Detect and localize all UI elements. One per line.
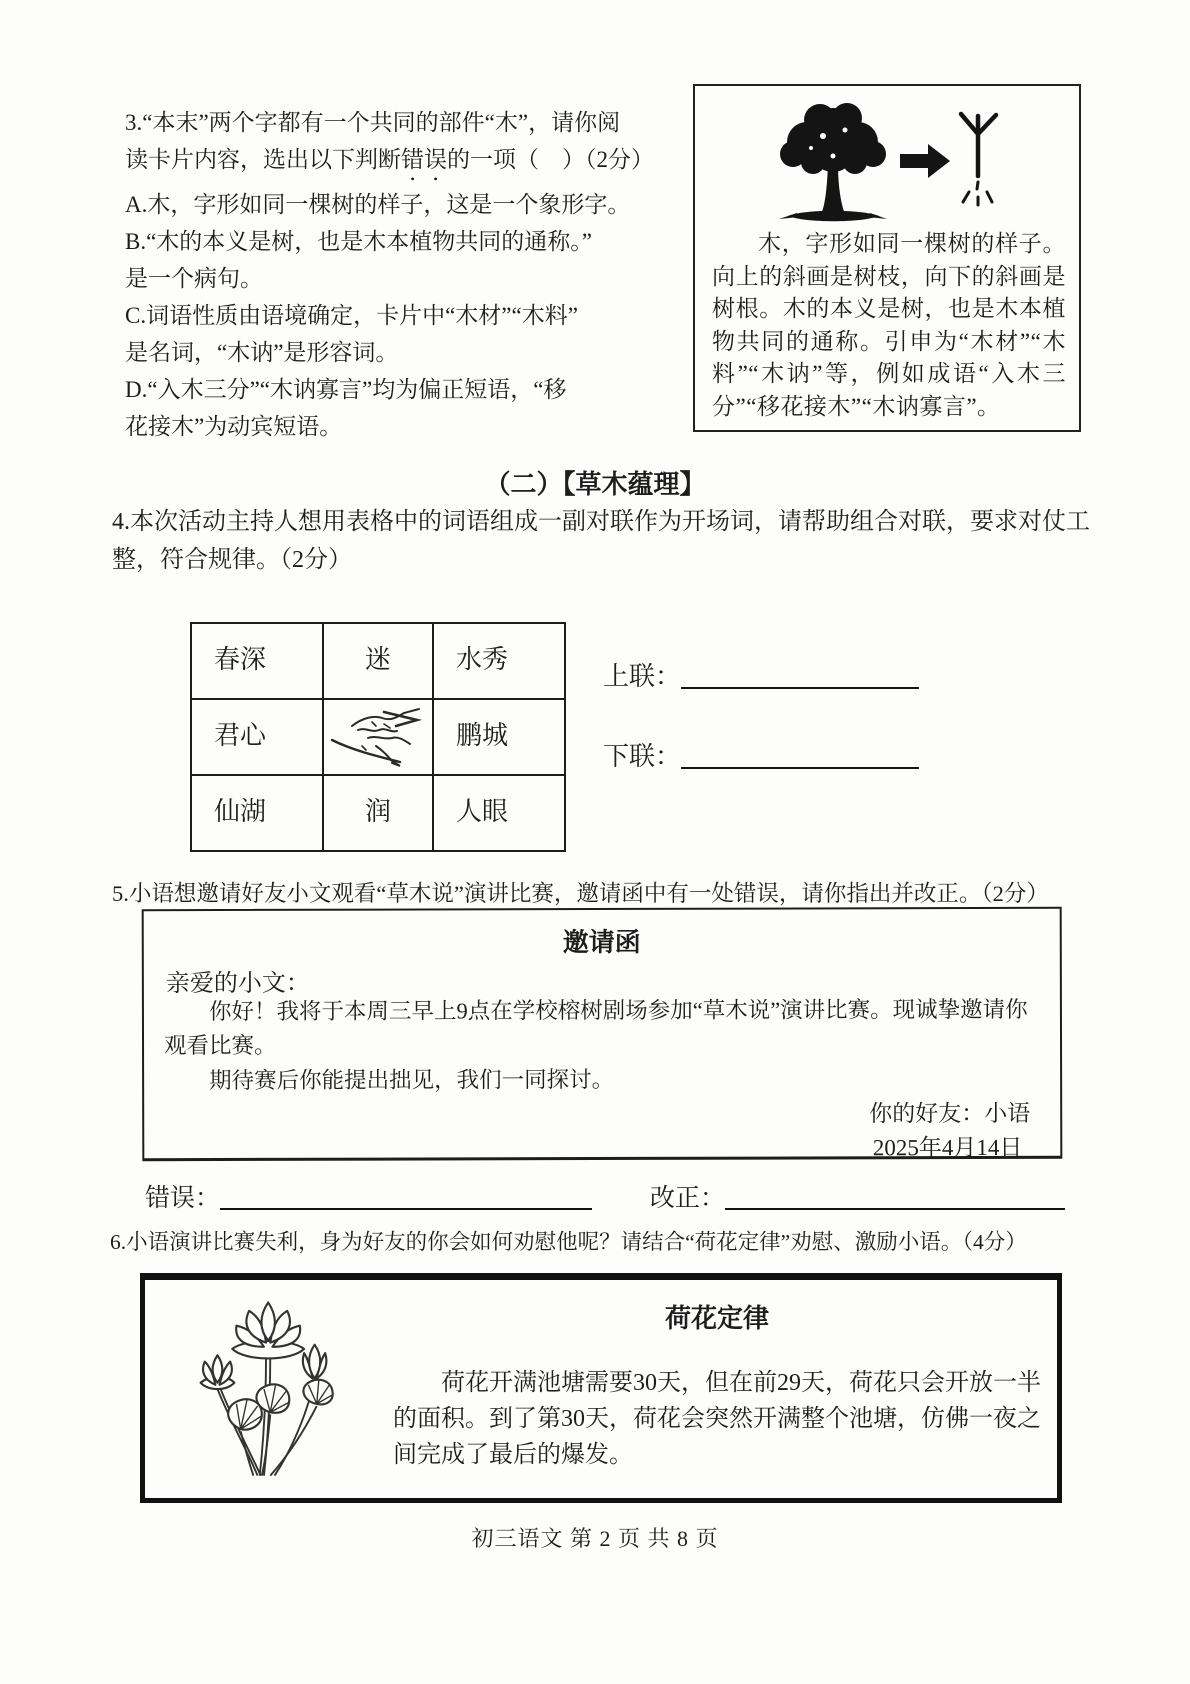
- card-text: 木，字形如同一棵树的样子。向上的斜画是树枝，向下的斜画是树根。木的本义是树，也是木本植物共同的通称。引申为“木材”“木料”“木讷”等，例如成语“入木三分”“移花接木”“木讷寡言”。: [712, 231, 1066, 419]
- lotus-flower-main: [232, 1302, 304, 1358]
- q3-option-c-line1: C.词语性质由语境确定，卡片中“木材”“木料”: [125, 303, 578, 328]
- lower-couplet-blank: [681, 745, 919, 769]
- section-title: （二）【草木蕴理】: [484, 470, 706, 499]
- table-cell: [323, 623, 433, 699]
- cell-text: 水秀: [456, 644, 509, 674]
- table-cell: [191, 775, 323, 851]
- table-cell: [433, 699, 565, 775]
- q4-stem-line2: 整，符合规律。（2分）: [112, 547, 352, 573]
- table-cell: [191, 623, 323, 699]
- upper-couplet-row: [603, 656, 919, 693]
- question-4-stem: [112, 503, 1090, 579]
- upper-couplet-label: 上联：: [603, 662, 682, 691]
- lotus-illustration: [185, 1294, 345, 1482]
- cell-text: 人眼: [456, 796, 509, 826]
- invitation-title: 邀请函: [562, 927, 641, 958]
- cell-text: 迷: [364, 644, 391, 674]
- invitation-body2: 期待赛后你能提出拙见，我们一同探讨。: [209, 1066, 615, 1094]
- q3-option-b-line1: B.“木的本义是树，也是木本植物共同的通称。”: [125, 229, 593, 254]
- upper-couplet-blank: [681, 665, 919, 689]
- cell-text: 君心: [214, 720, 267, 750]
- table-row: [191, 699, 565, 775]
- lotus-bud-right: [303, 1345, 327, 1379]
- lotus-law-title: 荷花定律: [664, 1304, 769, 1333]
- correction-label: 改正：: [650, 1185, 726, 1212]
- q3-option-b-line2: 是一个病句。: [125, 266, 263, 291]
- lotus-law-column: [393, 1298, 1041, 1473]
- lower-couplet-row: [603, 736, 919, 773]
- lower-couplet-label: 下联：: [603, 742, 682, 771]
- q3-stem-line2-pre: 读卡片内容，选出以下判断: [125, 147, 401, 172]
- invitation-salutation: 亲爱的小文：: [165, 970, 310, 998]
- table-row: [191, 623, 565, 699]
- table-cell: [323, 775, 433, 851]
- tree-to-glyph-illustration: [695, 94, 1083, 229]
- scribble-mark: [324, 700, 432, 768]
- arrow-icon: [900, 144, 950, 178]
- tree-icon: [779, 103, 887, 221]
- question-6-stem: 6.小语演讲比赛失利，身为好友的你会如何劝慰他呢？请结合“荷花定律”劝慰、激励小语。（4分）: [110, 1230, 1027, 1254]
- q3-option-d-line1: D.“入木三分”“木讷寡言”均为偏正短语，“移: [125, 377, 567, 402]
- lotus-law-text: 荷花开满池塘需要30天，但在前29天，荷花只会开放一半的面积。到了第30天，荷花会突然开满整个池塘，仿佛一夜之间完成了最后的爆发。: [393, 1370, 1041, 1468]
- lotus-leaves: [228, 1380, 333, 1430]
- q3-stem-line1: 3.“本末”两个字都有一个共同的部件“木”，请你阅: [125, 110, 621, 135]
- error-correction-row: [145, 1178, 1065, 1214]
- lotus-law-box: [140, 1273, 1062, 1503]
- word-table: [190, 622, 566, 852]
- table-row: [191, 775, 565, 851]
- cell-text: 春深: [214, 644, 267, 674]
- table-cell: [191, 699, 323, 775]
- cell-text: 润: [364, 796, 391, 826]
- oracle-mu-glyph: [961, 114, 996, 205]
- q3-option-c-line2: 是名词，“木讷”是形容词。: [125, 340, 399, 365]
- lotus-flower-left: [201, 1355, 235, 1389]
- question-5-stem: 5.小语想邀请好友小文观看“草木说”演讲比赛，邀请函中有一处错误，请你指出并改正。（2分）: [112, 881, 1049, 906]
- q3-stem-line2: [125, 141, 690, 186]
- q3-option-a: A.木，字形如同一棵树的样子，这是一个象形字。: [125, 192, 631, 217]
- page-footer: 初三语文 第 2 页 共 8 页: [471, 1526, 719, 1551]
- correction-blank: [725, 1186, 1065, 1210]
- table-cell: [433, 775, 565, 851]
- invitation-body1: 你好！我将于本周三早上9点在学校榕树剧场参加“草木说”演讲比赛。现诚挚邀请你观看比赛。: [163, 996, 1028, 1059]
- cell-text: 仙湖: [214, 796, 267, 826]
- error-blank: [220, 1186, 592, 1210]
- q3-emphasized-word: 错误: [401, 147, 447, 172]
- cell-text: 鹏城: [456, 720, 509, 750]
- question-3: [125, 104, 690, 445]
- q4-stem-line1: 4.本次活动主持人想用表格中的词语组成一副对联作为开场词，请帮助组合对联，要求对仗工: [112, 509, 1090, 535]
- invitation-box: [142, 907, 1063, 1161]
- invitation-signature: 你的好友：小语: [869, 1100, 1031, 1127]
- q3-option-d-line2: 花接木”为动宾短语。: [125, 414, 343, 439]
- table-cell: [323, 699, 433, 775]
- error-label: 错误：: [145, 1185, 221, 1212]
- table-cell: [433, 623, 565, 699]
- mu-character-card: [693, 84, 1081, 432]
- q3-stem-line2-post: 的一项（ ）（2分）: [447, 147, 654, 172]
- invitation-date: 2025年4月14日: [872, 1134, 1023, 1161]
